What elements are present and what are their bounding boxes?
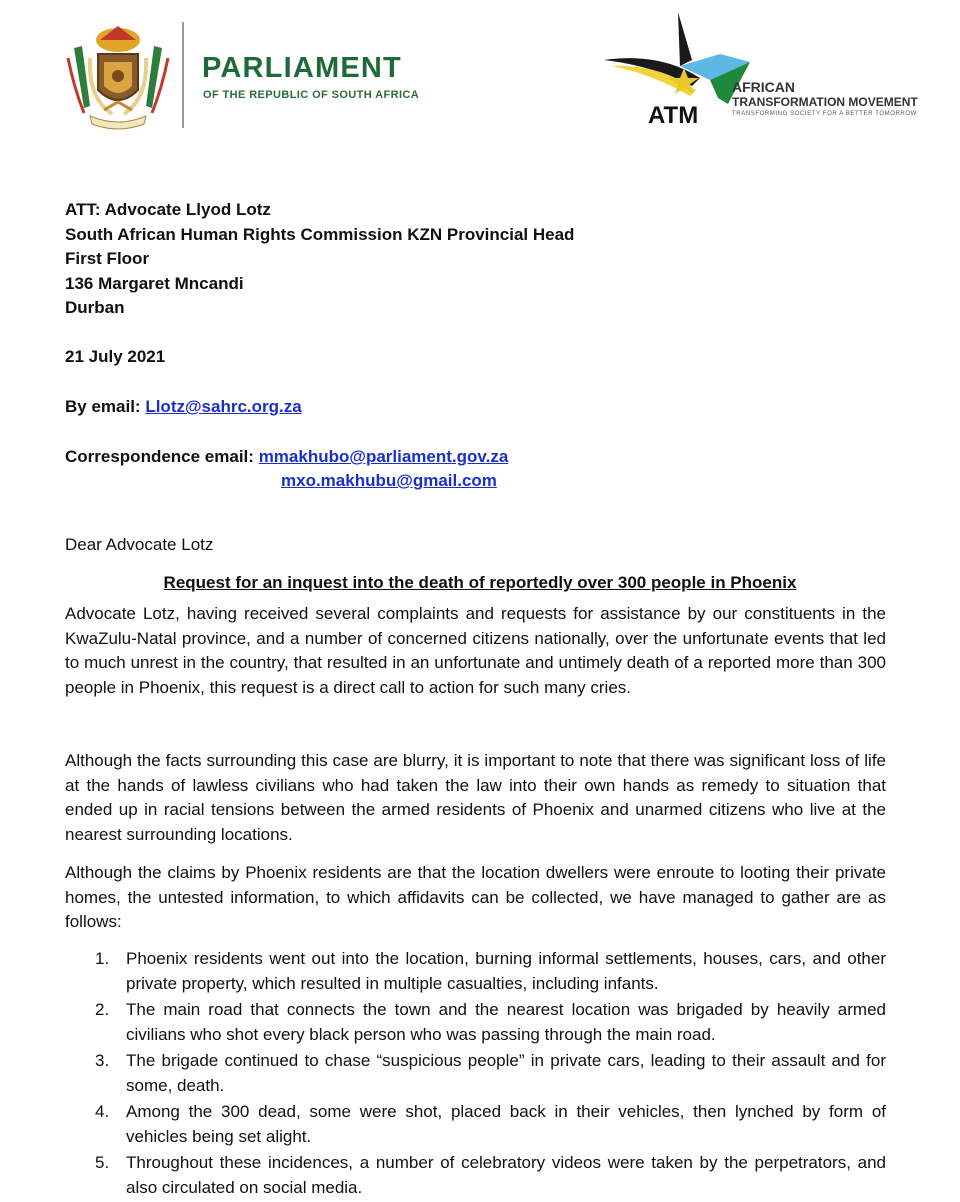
address-line: 136 Margaret Mncandi bbox=[65, 273, 244, 293]
correspondence-line-2 bbox=[281, 471, 497, 491]
letter-date: 21 July 2021 bbox=[65, 347, 166, 366]
letter-subject: Request for an inquest into the death of reportedly over 300 people in Phoenix bbox=[163, 573, 797, 592]
body-paragraph: Although the facts surrounding this case are blurry, it is important to note that there was significant loss of life at the hands of lawless civilians who had taken the law into their own hands as remedy to situation that ended up in racial tensions between the armed residents of Phoenix and unarmed citizens who live at the nearest surrounding locations. bbox=[65, 751, 886, 844]
address-line: Durban bbox=[65, 298, 125, 317]
parliament-subtitle: OF THE REPUBLIC OF SOUTH AFRICA bbox=[203, 89, 420, 101]
list-item-number: 4. bbox=[95, 1102, 110, 1121]
list-item bbox=[65, 1100, 886, 1149]
body-paragraph: Advocate Lotz, having received several complaints and requests for assistance by our constituents in the KwaZulu-Natal province, and a number of concerned citizens nationally, over the unfortunate events that led to much unrest in the country, that resulted in an unfortunate and untimely death of a reported more than 300 people in Phoenix, this request is a direct call to action for such many cries. bbox=[65, 604, 886, 697]
address-line: First Floor bbox=[65, 249, 150, 268]
list-item-text: Phoenix residents went out into the location, burning informal settlements, houses, cars, and other private property, which resulted in multiple casualties, including infants. bbox=[126, 949, 886, 993]
address-line: South African Human Rights Commission KZN Provincial Head bbox=[65, 224, 575, 244]
correspondence-label: Correspondence email: bbox=[65, 447, 254, 466]
atm-logo-letters: ATM bbox=[648, 102, 699, 129]
correspondence-email-link[interactable]: mmakhubo@parliament.gov.za bbox=[258, 447, 509, 466]
list-item-number: 1. bbox=[95, 949, 110, 968]
body-paragraph: Although the claims by Phoenix residents are that the location dwellers were enroute to looting their private homes, the untested information, to which affidavits can be collected, we have managed to gather are as follows: bbox=[65, 863, 886, 931]
parliament-title: PARLIAMENT bbox=[202, 52, 402, 84]
by-email-line bbox=[65, 397, 302, 417]
list-item-text: The brigade continued to chase “suspicious people” in private cars, leading to their assault and for some, death. bbox=[126, 1051, 886, 1095]
list-item bbox=[65, 1049, 886, 1098]
recipient-address bbox=[65, 198, 574, 321]
list-item bbox=[65, 998, 886, 1047]
list-item bbox=[65, 947, 886, 996]
salutation: Dear Advocate Lotz bbox=[65, 535, 214, 554]
address-line: ATT: Advocate Llyod Lotz bbox=[65, 200, 271, 219]
atm-tagline: TRANSFORMING SOCIETY FOR A BETTER TOMORROW bbox=[732, 111, 917, 117]
atm-name-block bbox=[732, 80, 918, 117]
recipient-email-link[interactable]: Llotz@sahrc.org.za bbox=[145, 397, 302, 416]
list-item-number: 2. bbox=[95, 1000, 110, 1019]
list-item-text: Among the 300 dead, some were shot, placed back in their vehicles, then lynched by form of vehicles being set alight. bbox=[126, 1102, 886, 1146]
list-item bbox=[65, 1151, 886, 1200]
atm-name-line1: AFRICAN bbox=[732, 79, 795, 95]
correspondence-line bbox=[65, 447, 508, 467]
by-email-label: By email: bbox=[65, 397, 141, 416]
list-item-text: Throughout these incidences, a number of celebratory videos were taken by the perpetrators, and also circulated on social media. bbox=[126, 1153, 886, 1197]
list-item-number: 3. bbox=[95, 1051, 110, 1070]
parliament-coat-of-arms-logo bbox=[64, 18, 172, 130]
list-item-number: 5. bbox=[95, 1153, 110, 1172]
header-divider bbox=[182, 22, 184, 128]
list-item-text: The main road that connects the town and the nearest location was brigaded by heavily armed civilians who shot every black person who was passing through the main road. bbox=[126, 1000, 886, 1044]
allegations-list bbox=[65, 947, 886, 1202]
correspondence-email-link-2[interactable]: mxo.makhubu@gmail.com bbox=[281, 471, 497, 490]
atm-name-line2: TRANSFORMATION MOVEMENT bbox=[732, 95, 918, 109]
